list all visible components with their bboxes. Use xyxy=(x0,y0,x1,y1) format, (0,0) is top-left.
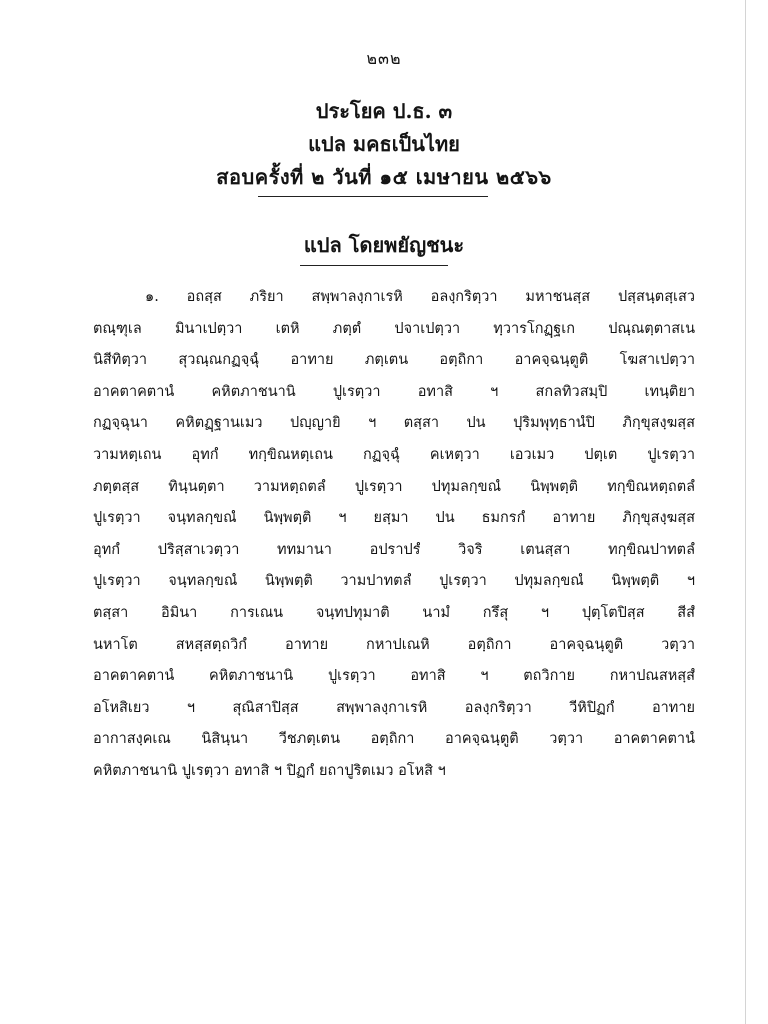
passage-line: นิสีทิตฺวา สุวณฺณกฏจฺฉุํ อาทาย ภตฺเตน อตฺถิกา อาคจฺฉนฺตูติ โฆสาเปตฺวา xyxy=(93,352,695,369)
passage-line: ตสฺสา อิมินา การเณน จนฺทปทุมาติ นามํ กรึสุ ฯ ปุตฺโตปิสฺส สีสํ xyxy=(93,604,695,621)
passage-body xyxy=(93,282,695,788)
passage-line: ปูเรตฺวา จนฺทลกฺขณํ นิพฺพตฺติ วามปาทตลํ ปูเรตฺวา ปทุมลกฺขณํ นิพฺพตฺติ ฯ xyxy=(93,573,695,590)
header-subject: แปล มคธเป็นไทย xyxy=(308,132,460,156)
passage-line: อากาสงฺคเณ นิสินฺนา วีชภตฺเตน อตฺถิกา อาคจฺฉนฺตูติ วตฺวา อาคตาคตานํ xyxy=(93,731,695,748)
passage-line: วามหตฺเถน อุทกํ ทกฺขิณหตฺเถน กฏจฺฉุํ คเหตฺวา เอวเมว ปตฺเต ปูเรตฺวา xyxy=(93,446,695,463)
header-exam-date: สอบครั้งที่ ๒ วันที่ ๑๕ เมษายน ๒๕๖๖ xyxy=(216,165,552,189)
section-title: แปล โดยพยัญชนะ xyxy=(303,233,465,257)
passage-line: กฏจฺฉุนา คหิตฏฺฐานเมว ปญฺญายิ ฯ ตสฺสา ปน ปุริมพุทฺธานํปิ ภิกฺขุสงฺฆสฺส xyxy=(93,415,695,432)
header-title: ประโยค ป.ธ. ๓ xyxy=(315,99,453,123)
passage-line: อุทกํ ปริสฺสาเวตฺวา ททมานา อปราปรํ วิจริ เตนสฺสา ทกฺขิณปาทตลํ xyxy=(93,541,695,558)
passage-line: อโหสิเยว ฯ สุณิสาปิสฺส สพฺพาลงฺกาเรหิ อลงฺกริตฺวา วีหิปิฏกํ อาทาย xyxy=(93,699,695,716)
passage-line: คหิตภาชนานิ ปูเรตฺวา อทาสิ ฯ ปิฏกํ ยถาปูริตเมว อโหสิ ฯ xyxy=(93,762,446,779)
exam-header xyxy=(0,95,768,194)
passage-line: ๑. อถสฺส ภริยา สพฺพาลงฺกาเรหิ อลงฺกริตฺวา มหาชนสฺส ปสฺสนฺตสฺเสว xyxy=(145,289,695,305)
passage-line: อาคตาคตานํ คหิตภาชนานิ ปูเรตฺวา อทาสิ ฯ สกลทิวสมฺปิ เทนฺติยา xyxy=(93,383,695,400)
section-title-underline xyxy=(300,265,448,266)
passage-line: นหาโต สหสฺสตฺถวิกํ อาทาย กหาปเณหิ อตฺถิกา อาคจฺฉนฺตูติ วตฺวา xyxy=(93,636,695,653)
passage-line: ภตฺตสฺส ทินฺนตฺตา วามหตฺถตลํ ปูเรตฺวา ปทุมลกฺขณํ นิพฺพตฺติ ทกฺขิณหตฺถตลํ xyxy=(93,478,695,495)
passage-line: ปูเรตฺวา จนฺทลกฺขณํ นิพฺพตฺติ ฯ ยสฺมา ปน ธมกรกํ อาทาย ภิกฺขุสงฺฆสฺส xyxy=(93,510,695,527)
passage-line: ตณฺฑุเล มินาเปตฺวา เตหิ ภตฺตํ ปจาเปตฺวา ทฺวารโกฏฺฐเก ปณฺณตฺตาสเน xyxy=(93,320,695,337)
exam-date-underline xyxy=(258,196,488,197)
passage-line: อาคตาคตานํ คหิตภาชนานิ ปูเรตฺวา อทาสิ ฯ ตถวิกาย กหาปณสหสฺสํ xyxy=(93,668,695,685)
page-number: ๒๓๒ xyxy=(366,49,402,68)
